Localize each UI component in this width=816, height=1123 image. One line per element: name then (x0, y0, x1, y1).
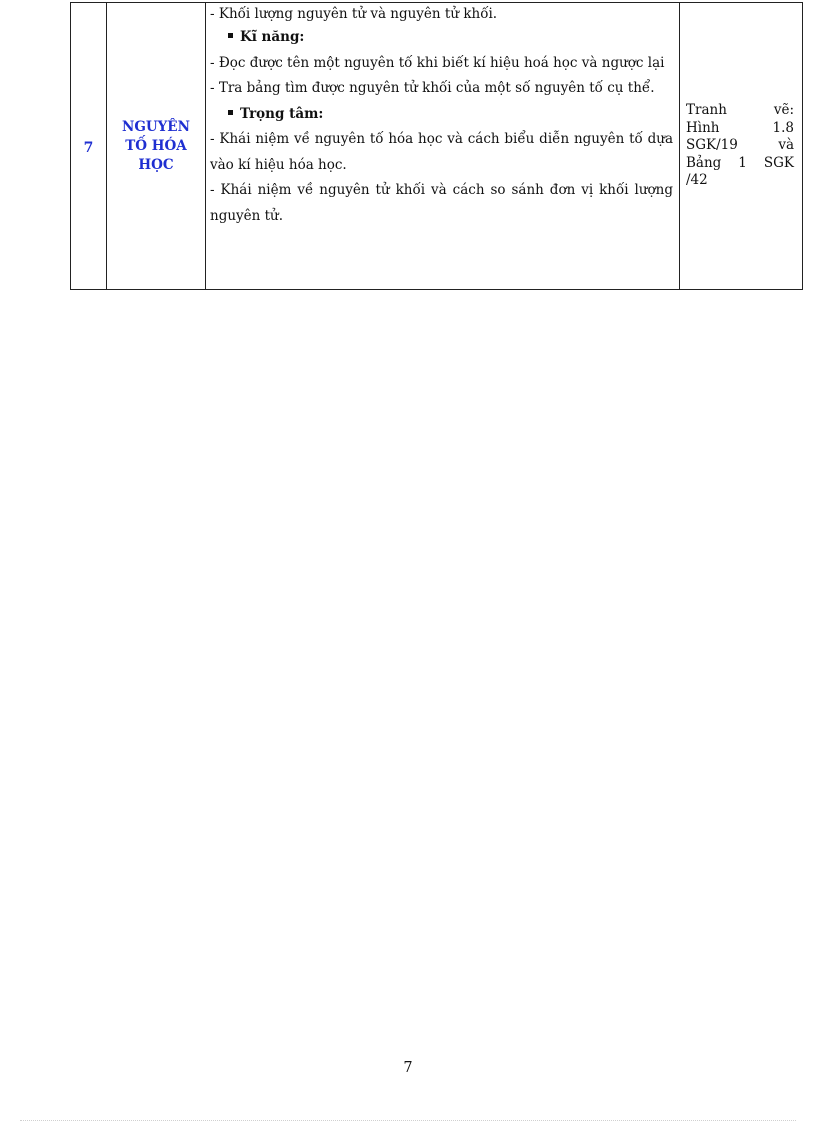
content-intro: - Khối lượng nguyên tử và nguyên tử khối. (210, 6, 498, 22)
topic-line-2: TỐ HÓA (125, 137, 187, 154)
media-line: Bảng 1 SGK (686, 154, 794, 171)
skills-heading-label: Kĩ năng: (240, 29, 305, 45)
skills-heading (210, 25, 673, 51)
media-line: /42 (686, 172, 708, 189)
skill-item: - Tra bảng tìm được nguyên tử khối của một số nguyên tố cụ thể. (210, 80, 655, 96)
bullet-square-icon (228, 33, 233, 38)
page-number: 7 (403, 1060, 413, 1076)
media-cell (680, 3, 803, 290)
bullet-square-icon (228, 110, 233, 115)
lesson-number-cell (71, 3, 107, 290)
skill-item: - Đọc được tên một nguyên tố khi biết kí hiệu hoá học và ngược lại (210, 54, 665, 71)
topic-line-1: NGUYÊN (122, 118, 190, 135)
lesson-number: 7 (83, 139, 94, 156)
topic-cell (107, 3, 206, 290)
lesson-plan-table (70, 2, 803, 290)
media-line: Tranh vẽ: (686, 102, 794, 119)
table-row (71, 3, 803, 290)
page-bottom-divider (20, 1120, 796, 1121)
content-cell (206, 3, 680, 290)
focus-heading (210, 102, 673, 128)
focus-item: - Khái niệm về nguyên tố hóa học và cách biểu diễn nguyên tố dựa vào kí hiệu hóa học. (210, 131, 673, 173)
topic-line-3: HỌC (138, 156, 174, 173)
media-line: SGK/19 và (686, 137, 794, 154)
focus-heading-label: Trọng tâm: (240, 105, 324, 122)
media-line: Hình 1.8 (686, 119, 794, 136)
focus-item: - Khái niệm về nguyên tử khối và cách so sánh đơn vị khối lượng nguyên tử. (210, 182, 673, 224)
